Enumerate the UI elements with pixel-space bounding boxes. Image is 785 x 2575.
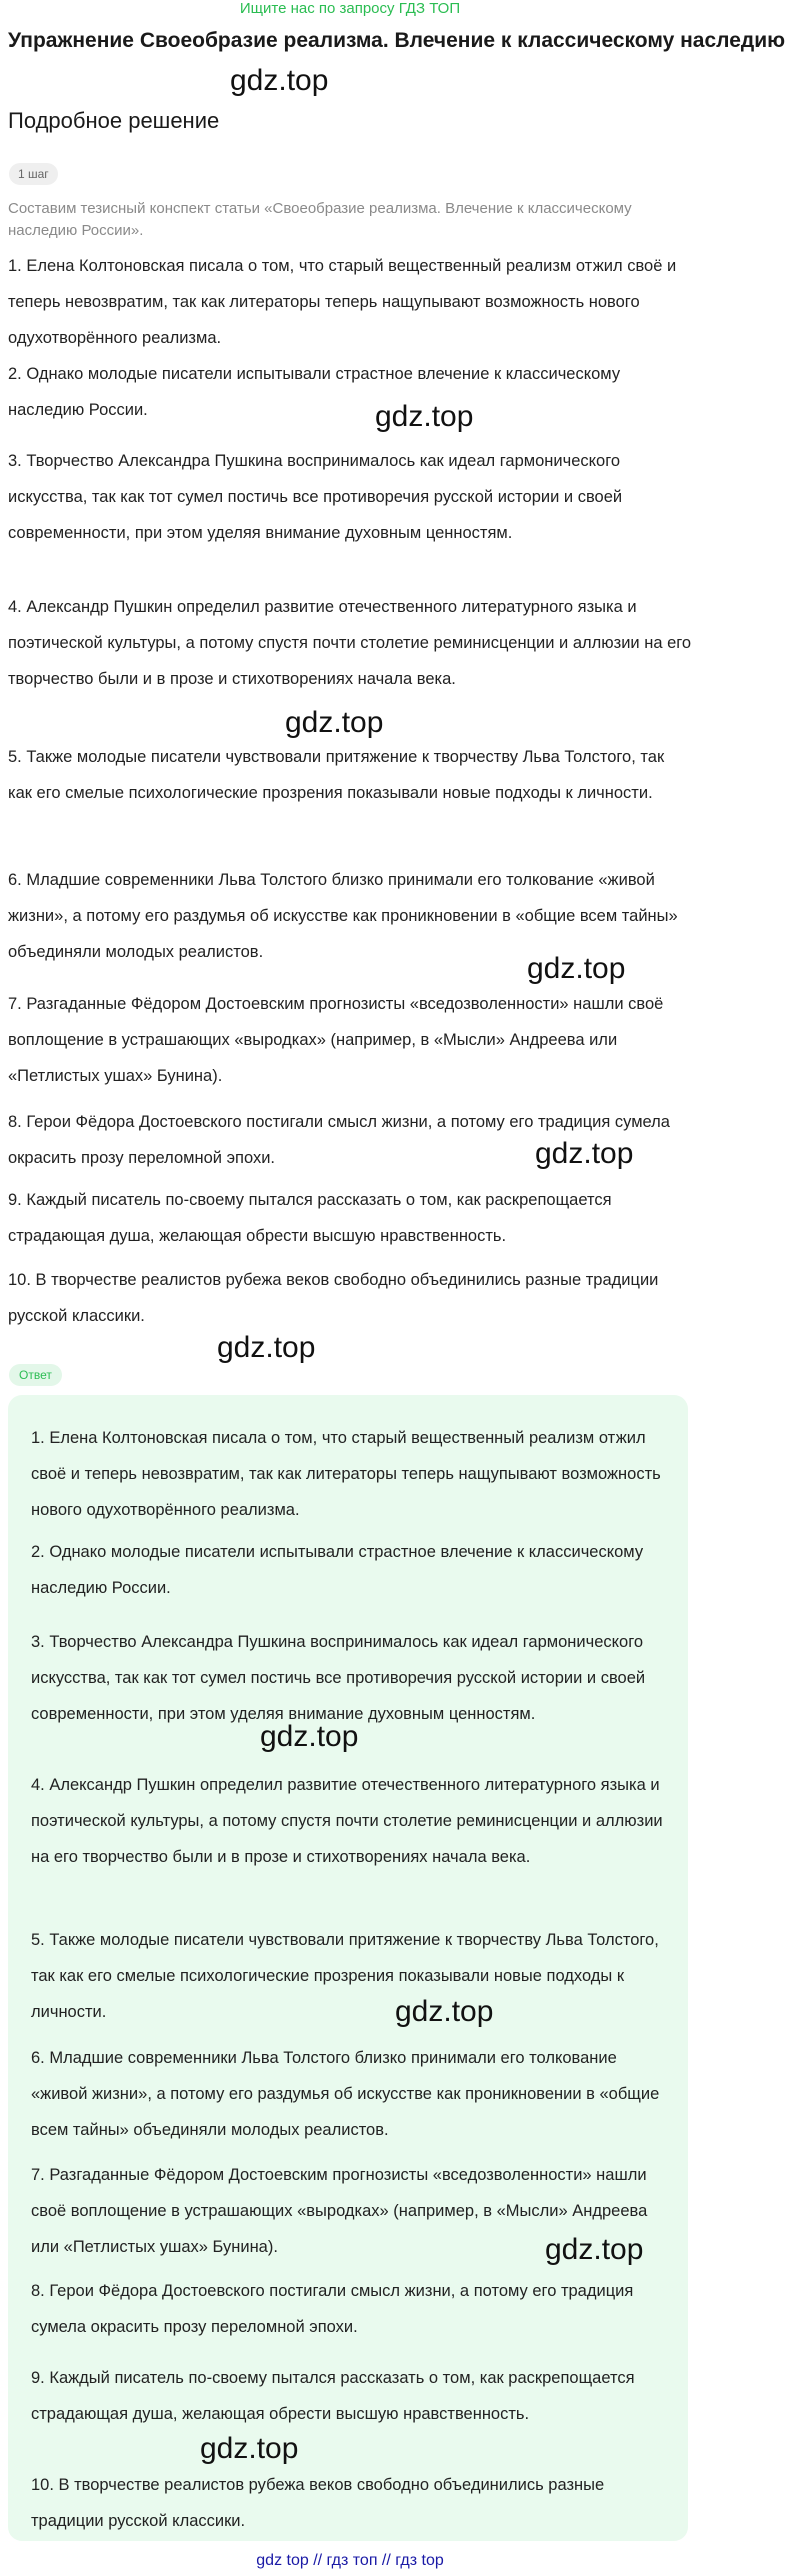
answer-item: 5. Также молодые писатели чувствовали притяжение к творчеству Льва Толстого, так как его смелые психологические прозрения показывали новые подходы к личности. — [31, 1931, 659, 2021]
answer-item: 7. Разгаданные Фёдором Достоевским прогнозисты «вседозволенности» нашли своё воплощение в устрашающих «выродках» (например, в «Мысли» Андреева или «Петлистых ушах» Бунина). — [31, 2166, 648, 2256]
answer-item: 8. Герои Фёдора Достоевского постигали смысл жизни, а потому его традиция сумела окрасить прозу переломной эпохи. — [31, 2282, 634, 2336]
solution-item: 2. Однако молодые писатели испытывали страстное влечение к классическому наследию России. — [8, 365, 621, 419]
watermark: gdz.top — [545, 2233, 644, 2266]
top-banner: Ищите нас по запросу ГДЗ ТОП — [239, 0, 461, 17]
watermark: gdz.top — [200, 2432, 299, 2465]
solution-item: 4. Александр Пушкин определил развитие отечественного литературного языка и поэтической культуры, а потому спустя почти столетие реминисценции и аллюзии на его творчество были и в прозе и стихотворениях начала века. — [8, 598, 692, 688]
answer-item: 6. Младшие современники Льва Толстого близко принимали его толкование «живой жизни», а потому его раздумья об искусстве как проникновении в «общие всем тайны» объединяли молодых реалистов. — [31, 2049, 660, 2139]
page-title: Упражнение Своеобразие реализма. Влечение к классическому наследию — [8, 29, 785, 52]
answer-item: 1. Елена Колтоновская писала о том, что старый вещественный реализм отжил своё и теперь невозвратим, так как литераторы теперь нащупывают возможность нового одухотворённого реализма. — [31, 1429, 661, 1519]
answer-item: 3. Творчество Александра Пушкина воспринималось как идеал гармонического искусства, так как тот сумел постичь все противоречия русской истории и своей современности, при этом уделяя внимание духовным ценностям. — [31, 1633, 646, 1723]
solution-item: 10. В творчестве реалистов рубежа веков свободно объединились разные традиции русской классики. — [8, 1271, 659, 1325]
solution-item: 5. Также молодые писатели чувствовали притяжение к творчеству Льва Толстого, так как его смелые психологические прозрения показывали новые подходы к личности. — [8, 748, 665, 802]
answer-item: 10. В творчестве реалистов рубежа веков свободно объединились разные традиции русской классики. — [31, 2476, 605, 2530]
intro-text: Составим тезисный конспект статьи «Своеобразие реализма. Влечение к классическому наследию России». — [8, 200, 632, 239]
solution-item: 9. Каждый писатель по-своему пытался рассказать о том, как раскрепощается страдающая душа, желающая обрести высшую нравственность. — [8, 1191, 612, 1245]
watermark: gdz.top — [527, 952, 626, 985]
solution-item: 8. Герои Фёдора Достоевского постигали смысл жизни, а потому его традиция сумела окрасить прозу переломной эпохи. — [8, 1113, 670, 1167]
watermark: gdz.top — [285, 706, 384, 739]
answer-item: 4. Александр Пушкин определил развитие отечественного литературного языка и поэтической культуры, а потому спустя почти столетие реминисценции и аллюзии на его творчество были и в прозе и стихотворениях начала века. — [31, 1776, 663, 1866]
watermark: gdz.top — [535, 1137, 634, 1170]
watermark: gdz.top — [395, 1995, 494, 2028]
watermark: gdz.top — [230, 64, 329, 97]
watermark: gdz.top — [375, 400, 474, 433]
step-badge: 1 шаг — [9, 163, 58, 185]
watermark: gdz.top — [260, 1720, 359, 1753]
solution-item: 3. Творчество Александра Пушкина воспринималось как идеал гармонического искусства, так как тот сумел постичь все противоречия русской истории и своей современности, при этом уделяя внимание духовным ценностям. — [8, 452, 623, 542]
solution-item: 7. Разгаданные Фёдором Достоевским прогнозисты «вседозволенности» нашли своё воплощение в устрашающих «выродках» (например, в «Мысли» Андреева или «Петлистых ушах» Бунина). — [8, 995, 664, 1085]
answer-item: 2. Однако молодые писатели испытывали страстное влечение к классическому наследию России. — [31, 1543, 644, 1597]
solution-item: 1. Елена Колтоновская писала о том, что старый вещественный реализм отжил своё и теперь невозвратим, так как литераторы теперь нащупывают возможность нового одухотворённого реализма. — [8, 257, 677, 347]
footer-links[interactable]: gdz top // гдз топ // гдз top — [256, 2552, 444, 2569]
section-title: Подробное решение — [8, 108, 220, 133]
solution-item: 6. Младшие современники Льва Толстого близко принимали его толкование «живой жизни», а потому его раздумья об искусстве как проникновении в «общие всем тайны» объединяли молодых реалистов. — [8, 871, 678, 961]
watermark: gdz.top — [217, 1331, 316, 1364]
answer-item: 9. Каждый писатель по-своему пытался рассказать о том, как раскрепощается страдающая душа, желающая обрести высшую нравственность. — [31, 2369, 635, 2423]
answer-badge: Ответ — [9, 1364, 62, 1386]
